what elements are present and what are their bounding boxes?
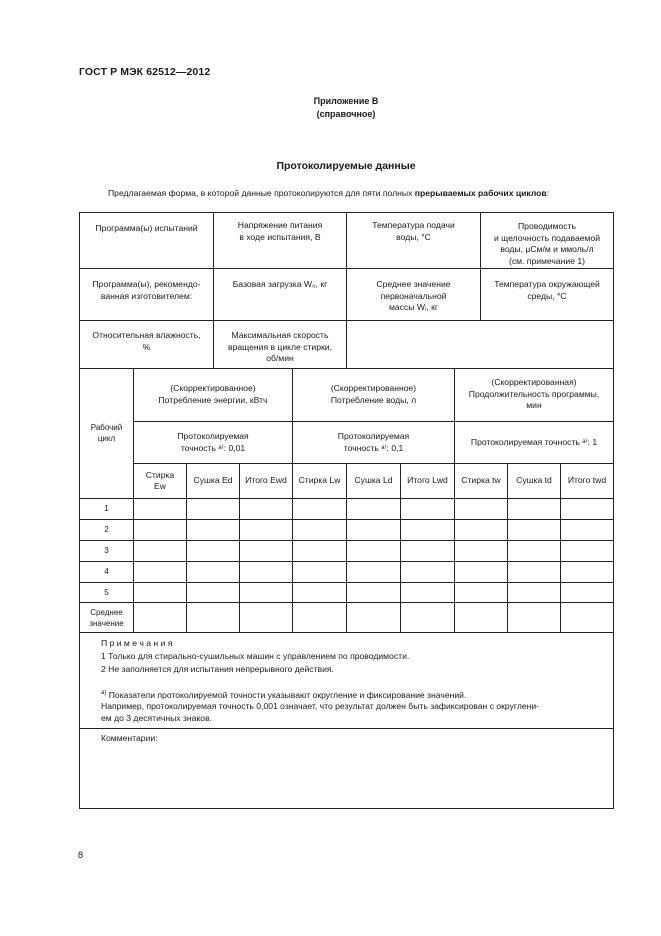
- initial-mass-cell: Среднее значение первоначальной массы Wᵢ, кг: [376, 279, 451, 312]
- energy-group-title: (Скорректированное) Потребление энергии, кВтч: [158, 383, 268, 405]
- time-wash-header: Стирка tw: [461, 475, 501, 486]
- energy-wash-header: Стирка Ew: [145, 469, 175, 491]
- appendix-subtitle: (справочное): [316, 109, 376, 119]
- section-title: Протоколируемые данные: [276, 160, 416, 172]
- cycle-row-label: 1: [104, 504, 109, 514]
- cycle-row-label: 5: [104, 587, 109, 597]
- note-1: 1 Только для стирально-сушильных машин с управлением по проводимости.: [101, 651, 410, 661]
- water-dry-header: Сушка Ld: [354, 475, 393, 486]
- energy-dry-header: Сушка Ed: [193, 475, 233, 486]
- energy-total-header: Итого Ewd: [245, 475, 287, 486]
- relative-humidity-cell: Относительная влажность, %: [92, 330, 201, 352]
- appendix-title: Приложение В: [313, 96, 379, 106]
- time-dry-header: Сушка td: [516, 475, 552, 486]
- test-conditions-table: [79, 212, 614, 369]
- example-line-1: Например, протоколируемая точность 0,001 означает, что результат должен быть зафиксирован с округлени-: [101, 701, 540, 711]
- page-number: 8: [78, 850, 84, 860]
- water-wash-header: Стирка Lw: [298, 475, 341, 486]
- cycle-row-label: 4: [104, 567, 109, 577]
- cycle-row-label: 2: [104, 525, 109, 535]
- ambient-temperature-cell: Температура окружающей среды, °С: [494, 279, 600, 301]
- footnote-mark: а): [101, 690, 107, 696]
- water-group-title: (Скорректированное) Потребление воды, л: [330, 383, 417, 405]
- recommended-program-cell: Программа(ы), рекомендо- ванная изготовителем:: [92, 279, 201, 301]
- example-line-2: ем до 3 десятичных знаков.: [101, 713, 213, 723]
- water-precision: Протоколируемая точность ᵃ⁾: 0,1: [337, 431, 410, 453]
- supply-voltage-cell: Напряжение питания в ходе испытания, В: [237, 220, 323, 242]
- notes-block: [79, 632, 614, 729]
- duration-group-title: (Скорректированная) Продолжительность программы, мин: [468, 377, 600, 411]
- intro-text: Предлагаемая форма, в которой данные протоколируются для пяти полных: [108, 188, 415, 198]
- energy-precision: Протоколируемая точность ᵃ⁾: 0,01: [177, 431, 249, 453]
- intro-tail: :: [546, 188, 550, 198]
- cycles-table: [79, 368, 614, 633]
- note-2: 2 Не заполняется для испытания непрерывного действия.: [101, 664, 334, 674]
- cycle-row-label: 3: [104, 546, 109, 556]
- comments-label: Комментарии:: [101, 733, 158, 743]
- water-temperature-cell: Температура подачи воды, °С: [372, 220, 455, 242]
- average-row-label: Среднее значение: [89, 607, 124, 628]
- conductivity-cell: Проводимость и щелочность подаваемой воды, µСм/м и ммоль/л (см. примечание 1): [493, 221, 600, 266]
- water-total-header: Итого Lwd: [407, 475, 448, 486]
- intro-bold: прерываемых рабочих циклов: [414, 188, 547, 198]
- base-load-cell: Базовая загрузка W₀, кг: [232, 279, 328, 289]
- intro-paragraph: [108, 188, 549, 198]
- standard-header: ГОСТ Р МЭК 62512—2012: [79, 66, 211, 78]
- comments-block: [79, 728, 614, 809]
- notes-heading: П р и м е ч а н и я: [101, 638, 173, 648]
- work-cycle-header: Рабочий цикл: [90, 422, 123, 443]
- duration-precision: Протоколируемая точность ᵃ⁾: 1: [470, 436, 598, 447]
- max-spin-speed-cell: Максимальная скорость вращения в цикле стирки, об/мин: [228, 330, 332, 363]
- time-total-header: Итого twd: [567, 475, 607, 486]
- footnote-text: Показатели протоколируемой точности указывают округление и фиксирование значений.: [106, 690, 467, 700]
- test-programs-cell: Программа(ы) испытаний: [95, 223, 198, 233]
